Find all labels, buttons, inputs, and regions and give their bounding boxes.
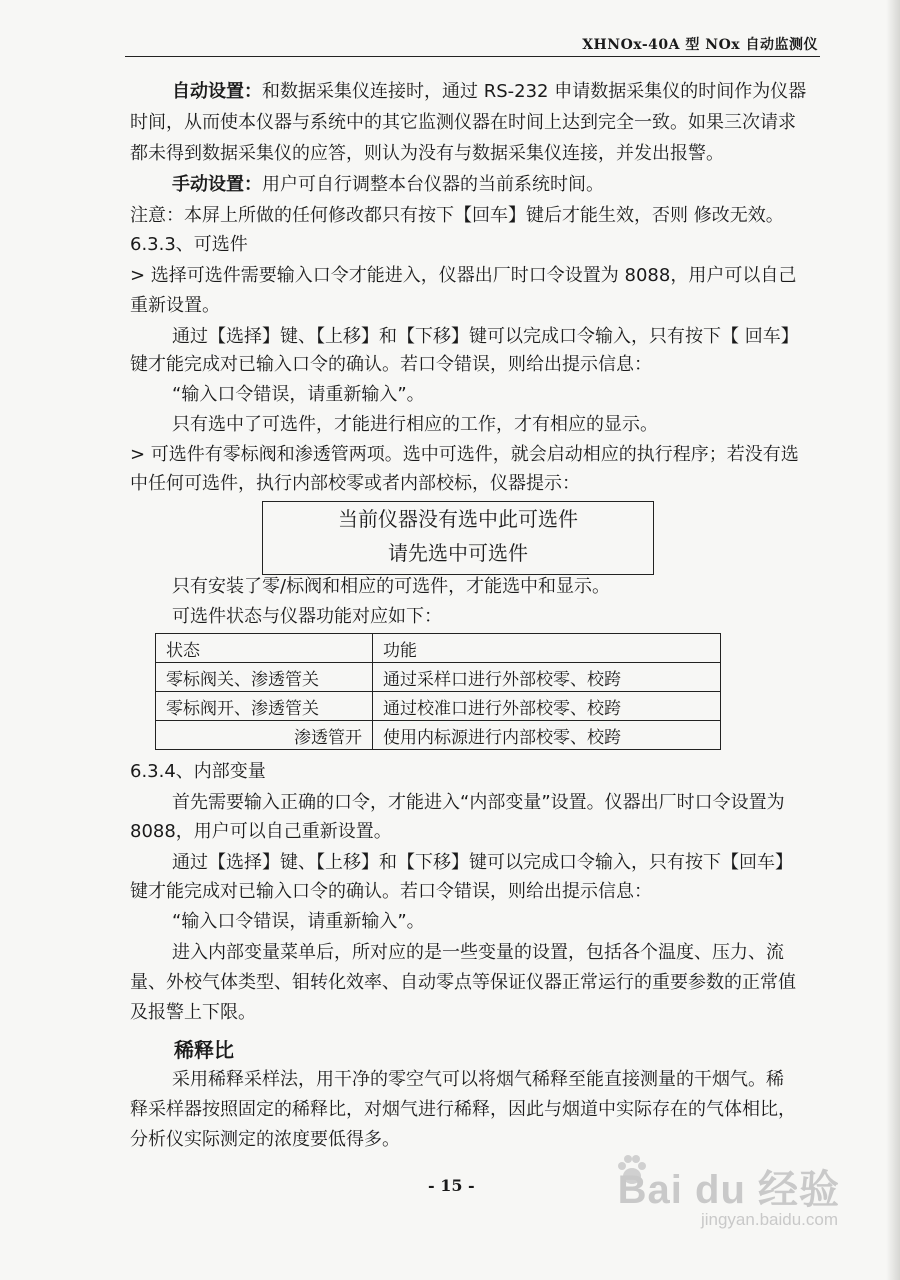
paragraph-line: 键才能完成对已输入口令的确认。若口令错误，则给出提示信息： xyxy=(130,354,652,375)
paragraph-line: 进入内部变量菜单后，所对应的是一些变量的设置，包括各个温度、压力、流 xyxy=(172,942,784,963)
paragraph-line xyxy=(172,173,604,197)
scan-edge-shadow xyxy=(886,0,900,1280)
note-line: 注意：本屏上所做的任何修改都只有按下【回车】键后才能生效，否则 修改无效。 xyxy=(130,205,784,226)
table-cell: 使用内标源进行内部校零、校跨 xyxy=(373,721,721,750)
auto-label: 自动设置： xyxy=(172,81,262,102)
table-row xyxy=(156,692,721,721)
paragraph-line: 可选件状态与仪器功能对应如下： xyxy=(172,606,442,627)
paragraph-line: 都未得到数据采集仪的应答，则认为没有与数据采集仪连接，并发出报警。 xyxy=(130,143,724,164)
paragraph-line: 键才能完成对已输入口令的确认。若口令错误，则给出提示信息： xyxy=(130,881,652,902)
paragraph-line: 通过【选择】键、【上移】和【下移】键可以完成口令输入，只有按下【 回车】 xyxy=(172,326,799,347)
section-heading-634: 6.3.4、内部变量 xyxy=(130,761,266,782)
paragraph-line: “输入口令错误，请重新输入”。 xyxy=(172,384,425,405)
table-cell: 渗透管开 xyxy=(156,721,373,750)
paragraph-line: > 选择可选件需要输入口令才能进入，仪器出厂时口令设置为 8088，用户可以自己 xyxy=(130,265,797,286)
header-rule xyxy=(125,56,820,57)
watermark-logo: Bai du 经验 xyxy=(617,1168,840,1212)
paragraph-line: > 可选件有零标阀和渗透管两项。选中可选件，就会启动相应的执行程序；若没有选 xyxy=(130,444,799,465)
prompt-line-1: 当前仪器没有选中此可选件 xyxy=(338,507,578,531)
paragraph-line: 量、外校气体类型、钼转化效率、自动零点等保证仪器正常运行的重要参数的正常值 xyxy=(130,972,796,993)
table-header-cell: 功能 xyxy=(373,634,721,663)
auto-text: 和数据采集仪连接时，通过 RS-232 申请数据采集仪的时间作为仪器 xyxy=(262,81,807,102)
table-cell: 零标阀开、渗透管关 xyxy=(156,692,373,721)
paragraph-line: “输入口令错误，请重新输入”。 xyxy=(172,911,425,932)
header-title: XHNOx-40A 型 NOx 自动监测仪 xyxy=(582,37,818,53)
dilution-heading: 稀释比 xyxy=(174,1038,234,1062)
prompt-line-2: 请先选中可选件 xyxy=(388,541,528,565)
table-row xyxy=(156,721,721,750)
watermark-url: jingyan.baidu.com xyxy=(700,1210,838,1229)
paragraph-line: 8088，用户可以自己重新设置。 xyxy=(130,821,392,842)
paragraph-line: 只有选中了可选件，才能进行相应的工作，才有相应的显示。 xyxy=(172,414,658,435)
paragraph-line: 采用稀释采样法，用干净的零空气可以将烟气稀释至能直接测量的干烟气。稀 xyxy=(172,1069,784,1090)
paragraph-line: 只有安装了零/标阀和相应的可选件，才能选中和显示。 xyxy=(172,576,611,597)
section-heading-633: 6.3.3、可选件 xyxy=(130,234,248,255)
table-cell: 通过采样口进行外部校零、校跨 xyxy=(373,663,721,692)
paragraph-line: 及报警上下限。 xyxy=(130,1002,256,1023)
option-state-table xyxy=(155,633,721,750)
table-header-row xyxy=(156,634,721,663)
paragraph-line: 首先需要输入正确的口令，才能进入“内部变量”设置。仪器出厂时口令设置为 xyxy=(172,792,785,813)
page-number: - 15 - xyxy=(428,1176,475,1195)
paragraph-line: 释采样器按照固定的稀释比，对烟气进行稀释，因此与烟道中实际存在的气体相比， xyxy=(130,1099,796,1120)
paragraph-line xyxy=(172,80,806,104)
manual-text: 用户可自行调整本台仪器的当前系统时间。 xyxy=(262,174,604,195)
table-header-cell: 状态 xyxy=(156,634,373,663)
table-row xyxy=(156,663,721,692)
manual-label: 手动设置： xyxy=(172,174,262,195)
paragraph-line: 时间，从而使本仪器与系统中的其它监测仪器在时间上达到完全一致。如果三次请求 xyxy=(130,112,796,133)
table-cell: 通过校准口进行外部校零、校跨 xyxy=(373,692,721,721)
paragraph-line: 分析仪实际测定的浓度要低得多。 xyxy=(130,1129,400,1150)
table-cell: 零标阀关、渗透管关 xyxy=(156,663,373,692)
paragraph-line: 重新设置。 xyxy=(130,295,220,316)
paragraph-line: 中任何可选件，执行内部校零或者内部校标，仪器提示： xyxy=(130,473,580,494)
prompt-box xyxy=(262,501,654,575)
paragraph-line: 通过【选择】键、【上移】和【下移】键可以完成口令输入，只有按下【回车】 xyxy=(172,852,793,873)
